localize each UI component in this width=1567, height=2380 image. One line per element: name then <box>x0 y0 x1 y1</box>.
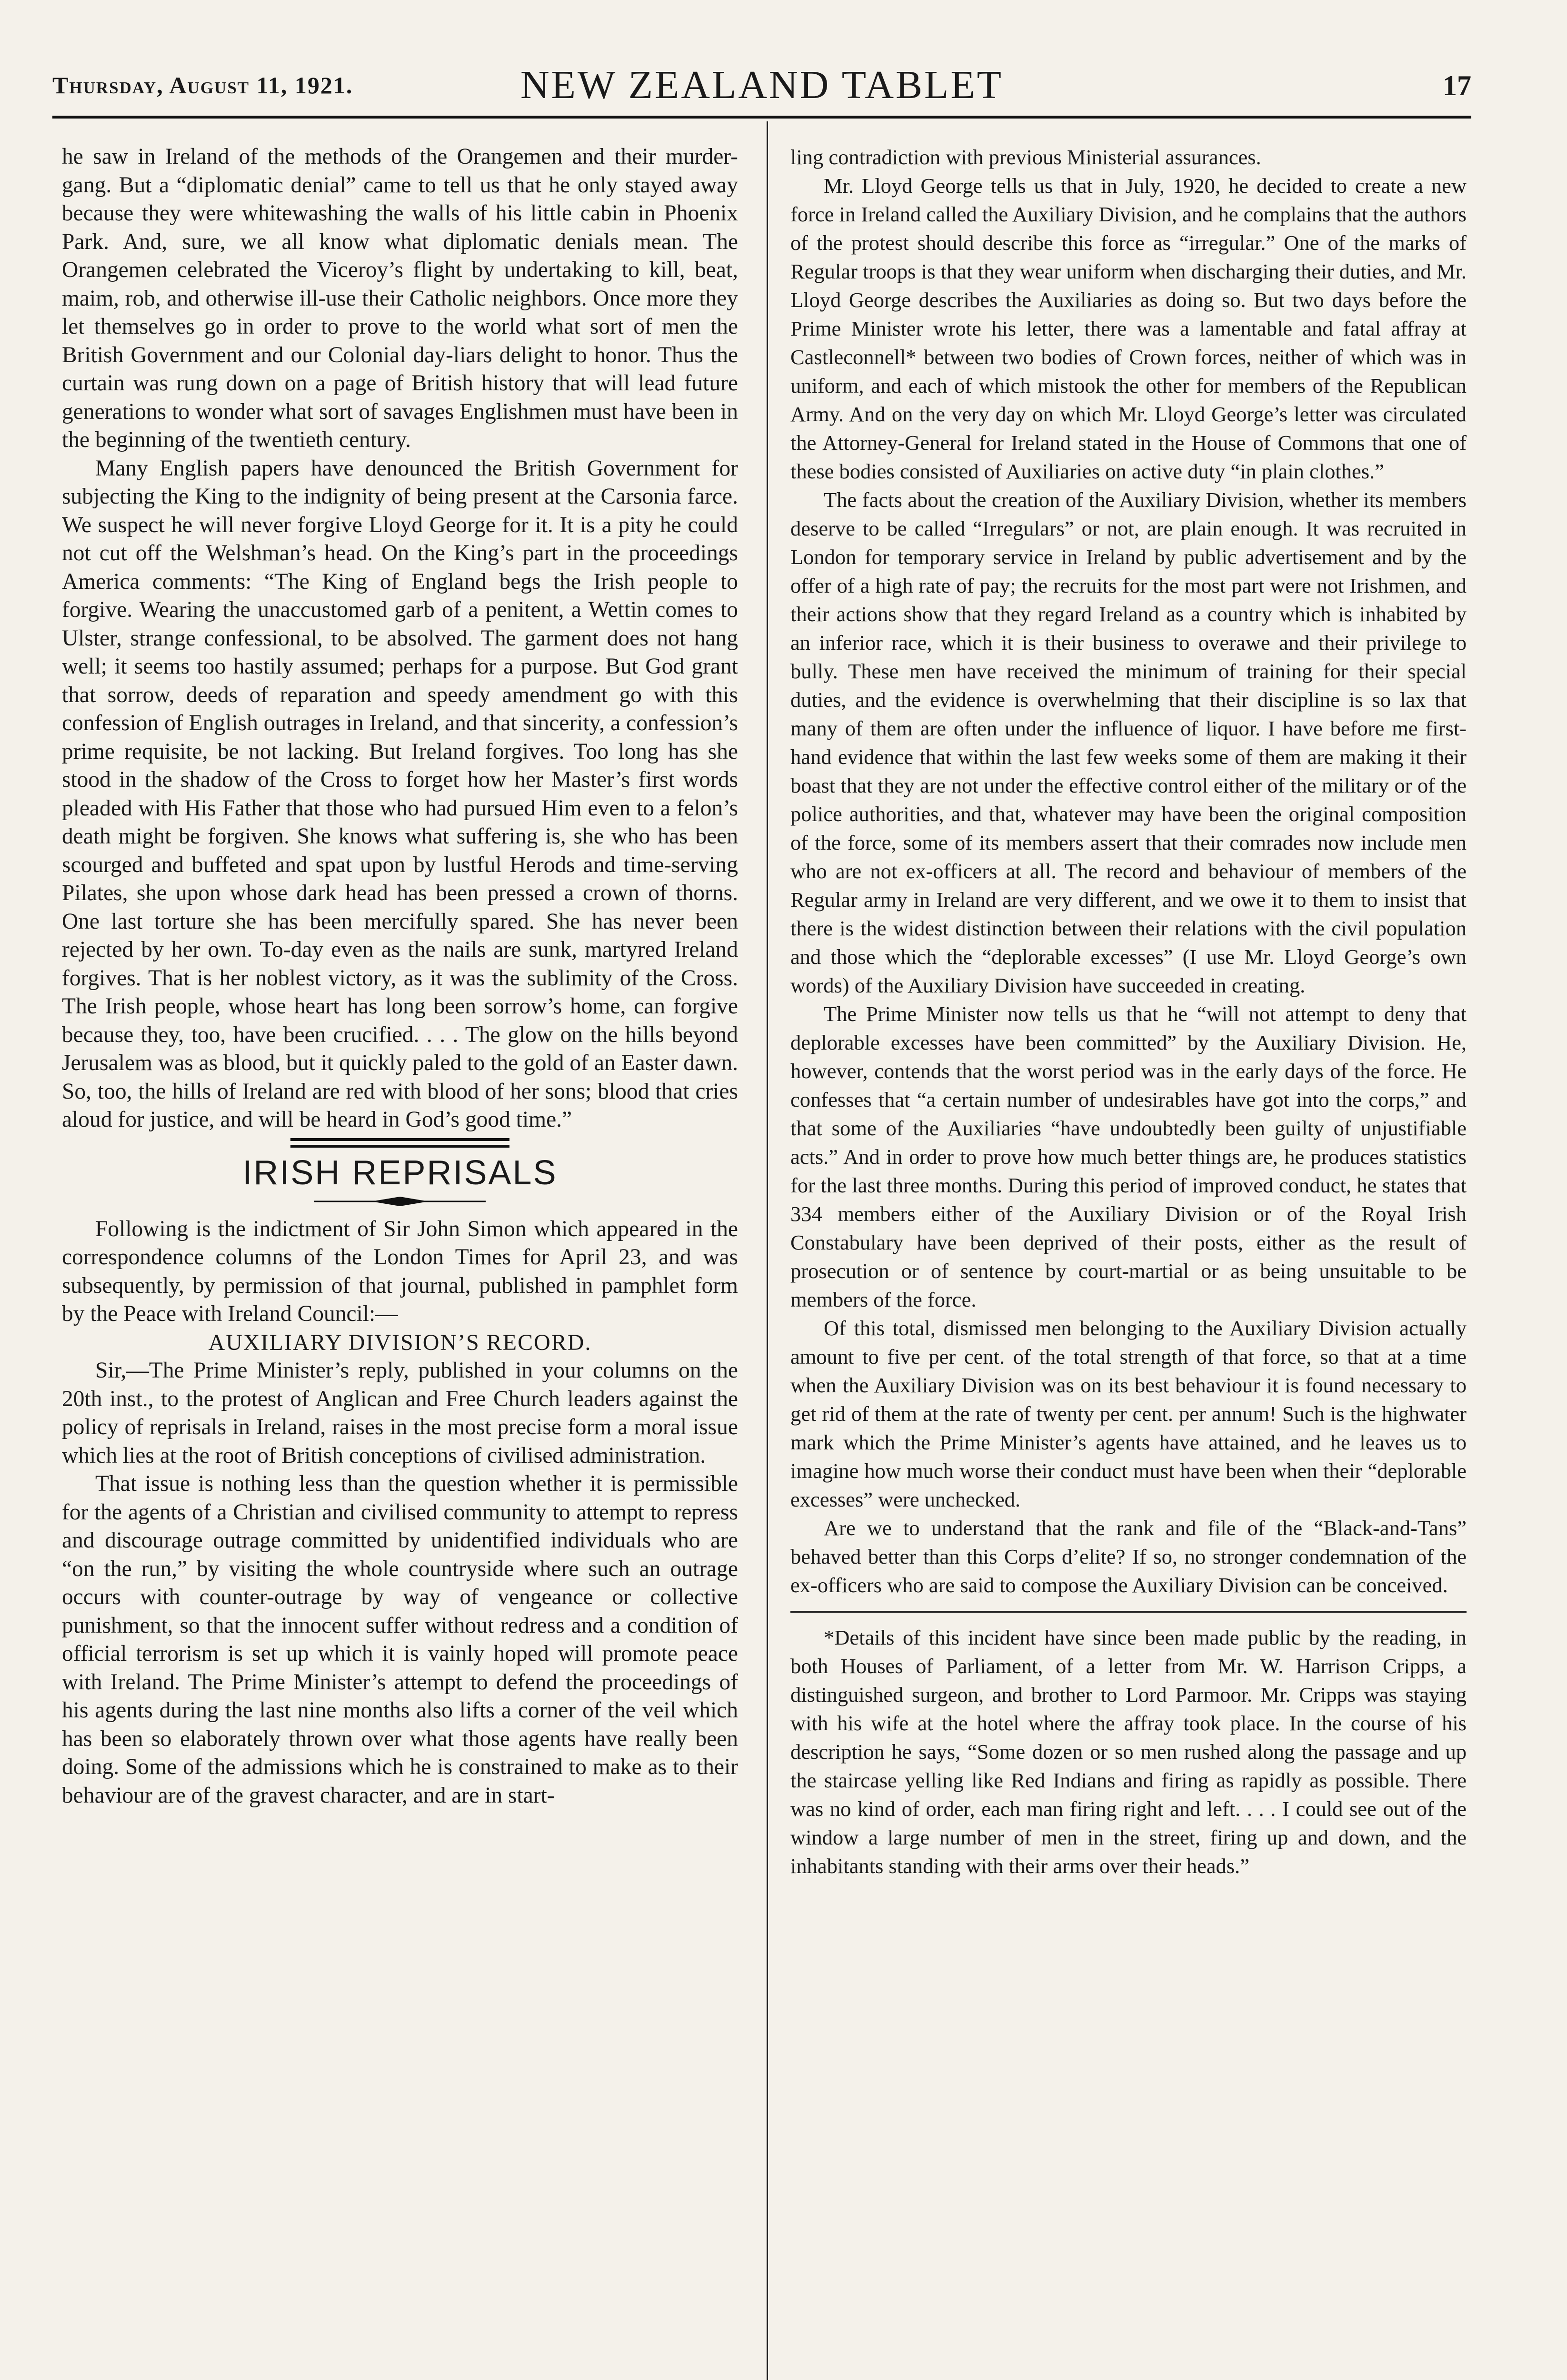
article-paragraph: Mr. Lloyd George tells us that in July, 1920, he decided to create a new force in Ireland called the Auxiliary Division, and he complains that the authors of the protest should describe this force as “irregular.” One of the marks of Regular troops is that they wear uniform when discharging their duties, and Mr. Lloyd George describes the Auxiliaries as doing so. But two days before the Prime Minister wrote his letter, there was a lamentable and fatal affray at Castleconnell* between two bodies of Crown forces, neither of which was in uniform, and each of which mistook the other for members of the Republican Army. And on the very day on which Mr. Lloyd George’s letter was circulated the Attorney-General for Ireland stated in the House of Commons that one of these bodies consisted of Auxiliaries on active duty “in plain clothes.” <box>790 174 1467 483</box>
article-paragraph: The facts about the creation of the Auxiliary Division, whether its members deserve to be called “Irregulars” or not, are plain enough. It was recruited in London for temporary service in Ireland by public advertisement and by the offer of a high rate of pay; the recruits for the most part were not Irishmen, and their actions show that they regard Ireland as a country which is inhabited by an inferior race, which it is their business to overawe and their privilege to bully. These men have received the minimum of training for their special duties, and the evidence is overwhelming that their discipline is so lax that many of them are often under the influence of liquor. I have before me first-hand evidence that within the last few weeks some of them are making it their boast that they are not under the effective control either of the military or of the police authorities, and that, whatever may have been the original composition of the force, some of its members assert that their comrades now include men who are not ex-officers at all. The record and behaviour of members of the Regular army in Ireland are very different, and we owe it to them to insist that there is the widest distinction between their relations with the civil population and those which the “deplorable excesses” (I use Mr. Lloyd George’s own words) of the Auxiliary Division have succeeded in creating. <box>790 488 1467 997</box>
article-paragraph: That issue is nothing less than the question whether it is permissible for the agents of a Christian and civilised community to attempt to repress and discourage outrage committed by unidentified individuals who are “on the run,” by visiting the whole countryside where such an outrage occurs with counter-outrage by way of vengeance or collective punishment, so that the innocent suffer without redress and a condition of official terrorism is set up which it is vainly hoped will promote peace with Ireland. The Prime Minister’s attempt to defend the proceedings of his agents during the last nine months also lifts a corner of the veil which has been so elaborately thrown over what those agents have really been doing. Some of the admissions which he is constrained to make as to their behaviour are of the gravest character, and are in start- <box>62 1471 738 1808</box>
issue-date: Thursday, August 11, 1921. <box>52 72 353 99</box>
column-divider <box>767 121 768 2380</box>
footnote-rule <box>790 1611 1467 1613</box>
article-subheading: AUXILIARY DIVISION’S RECORD. <box>208 1329 592 1355</box>
article-paragraph: Are we to understand that the rank and file of the “Black-and-Tans” behaved better than this Corps d’elite? If so, no stronger condemnation of the ex-officers who are said to compose the Auxiliary Division can be conceived. <box>790 1516 1467 1597</box>
article-paragraph: ling contradiction with previous Ministerial assurances. <box>790 145 1261 169</box>
newspaper-title: NEW ZEALAND TABLET <box>520 63 1003 107</box>
article-paragraph: The Prime Minister now tells us that he “will not attempt to deny that deplorable excesses have been committed” by the Auxiliary Division. He, however, contends that the worst period was in the early days of the force. He confesses that “a certain number of undesirables have got into the corps,” and that some of the Auxiliaries “have undoubtedly been guilty of unjustifiable acts.” And in order to prove how much better things are, he produces statistics for the last three months. During this period of improved conduct, he states that 334 members either of the Auxiliary Division or of the Royal Irish Constabulary have been deprived of their posts, either as the result of prosecution or of sentence by court-martial or as being unsuitable to be members of the force. <box>790 1002 1467 1311</box>
footnote: *Details of this incident have since been made public by the reading, in both Houses of Parliament, of a letter from Mr. W. Harrison Cripps, a distinguished surgeon, and brother to Lord Parmoor. Mr. Cripps was staying with his wife at the hotel where the affray took place. In the course of his description he says, “Some dozen or so men rushed along the passage and up the staircase yelling like Red Indians and firing as rapidly as possible. There was no kind of order, each man firing right and left. . . . I could see out of the window a large number of men in the street, firing up and down, and the inhabitants standing with their arms over their heads.” <box>790 1626 1467 1878</box>
masthead <box>52 62 1471 114</box>
left-column <box>62 143 738 1810</box>
heading-ornament <box>314 1194 486 1209</box>
article-paragraph: he saw in Ireland of the methods of the Orangemen and their murder-gang. But a “diplomatic denial” came to tell us that he only stayed away because they were whitewashing the walls of his little cabin in Phoenix Park. And, sure, we all know what diplomatic denials mean. The Orangemen celebrated the Viceroy’s flight by undertaking to kill, beat, maim, rob, and otherwise ill-use their Catholic neighbors. Once more they let themselves go in order to prove to the world what sort of men the British Government and our Colonial day-liars delight to honor. Thus the curtain was rung down on a page of British history that will lead future generations to wonder what sort of savages Englishmen must have been in the beginning of the twentieth century. <box>62 144 738 452</box>
article-paragraph: Sir,—The Prime Minister’s reply, published in your columns on the 20th inst., to the protest of Anglican and Free Church leaders against the policy of reprisals in Ireland, raises in the most precise form a moral issue which lies at the root of British conceptions of civilised administration. <box>62 1358 738 1468</box>
article-paragraph: Of this total, dismissed men belonging to the Auxiliary Division actually amount to five per cent. of the total strength of that force, so that at a time when the Auxiliary Division was on its best behaviour it is found necessary to get rid of them at the rate of twenty per cent. per annum! Such is the highwater mark which the Prime Minister’s agents have attained, and he leaves us to imagine how much worse their conduct must have been when their “deplorable excesses” were unchecked. <box>790 1316 1467 1511</box>
section-rule-ornament <box>290 1134 509 1151</box>
page-number: 17 <box>1443 70 1471 101</box>
right-column <box>790 143 1467 1880</box>
article-paragraph: Many English papers have denounced the British Government for subjecting the King to the indignity of being present at the Carsonia farce. We suspect he will never forgive Lloyd George for it. It is a pity he could not cut off the Welshman’s head. On the King’s part in the proceedings America comments: “The King of England begs the Irish people to forgive. Wearing the unaccustomed garb of a penitent, a Wettin comes to Ulster, strange confessional, to be absolved. The garment does not hang well; it seems too hastily assumed; perhaps for a purpose. But God grant that sorrow, deeds of reparation and speedy amendment go with this confession of English outrages in Ireland, and that sincerity, a confession’s prime requisite, be not lacking. But Ireland forgives. Too long has she stood in the shadow of the Cross to forget how her Master’s first words pleaded with His Father that those who had pursued Him even to a felon’s death might be forgiven. She knows what suffering is, she who has been scourged and buffeted and spat upon by lustful Herods and time-serving Pilates, she upon whose dark head has been pressed a crown of thorns. One last torture she has been mercifully spared. She has never been rejected by her own. To-day even as the nails are sunk, martyred Ireland forgives. That is her noblest victory, as it was the sublimity of the Cross. The Irish people, whose heart has long been sorrow’s home, can forgive because they, too, have been crucified. . . . The glow on the hills beyond Jerusalem was as blood, but it quickly paled to the gold of an Easter dawn. So, too, the hills of Ireland are red with blood of her sons; blood that cries aloud for justice, and will be heard in God’s good time.” <box>62 456 738 1132</box>
article-intro: Following is the indictment of Sir John Simon which appeared in the correspondence columns of the London Times for April 23, and was subsequently, by permission of that journal, published in pamphlet form by the Peace with Ireland Council:— <box>62 1216 738 1326</box>
section-heading: IRISH REPRISALS <box>242 1153 558 1192</box>
masthead-rule <box>52 116 1471 119</box>
